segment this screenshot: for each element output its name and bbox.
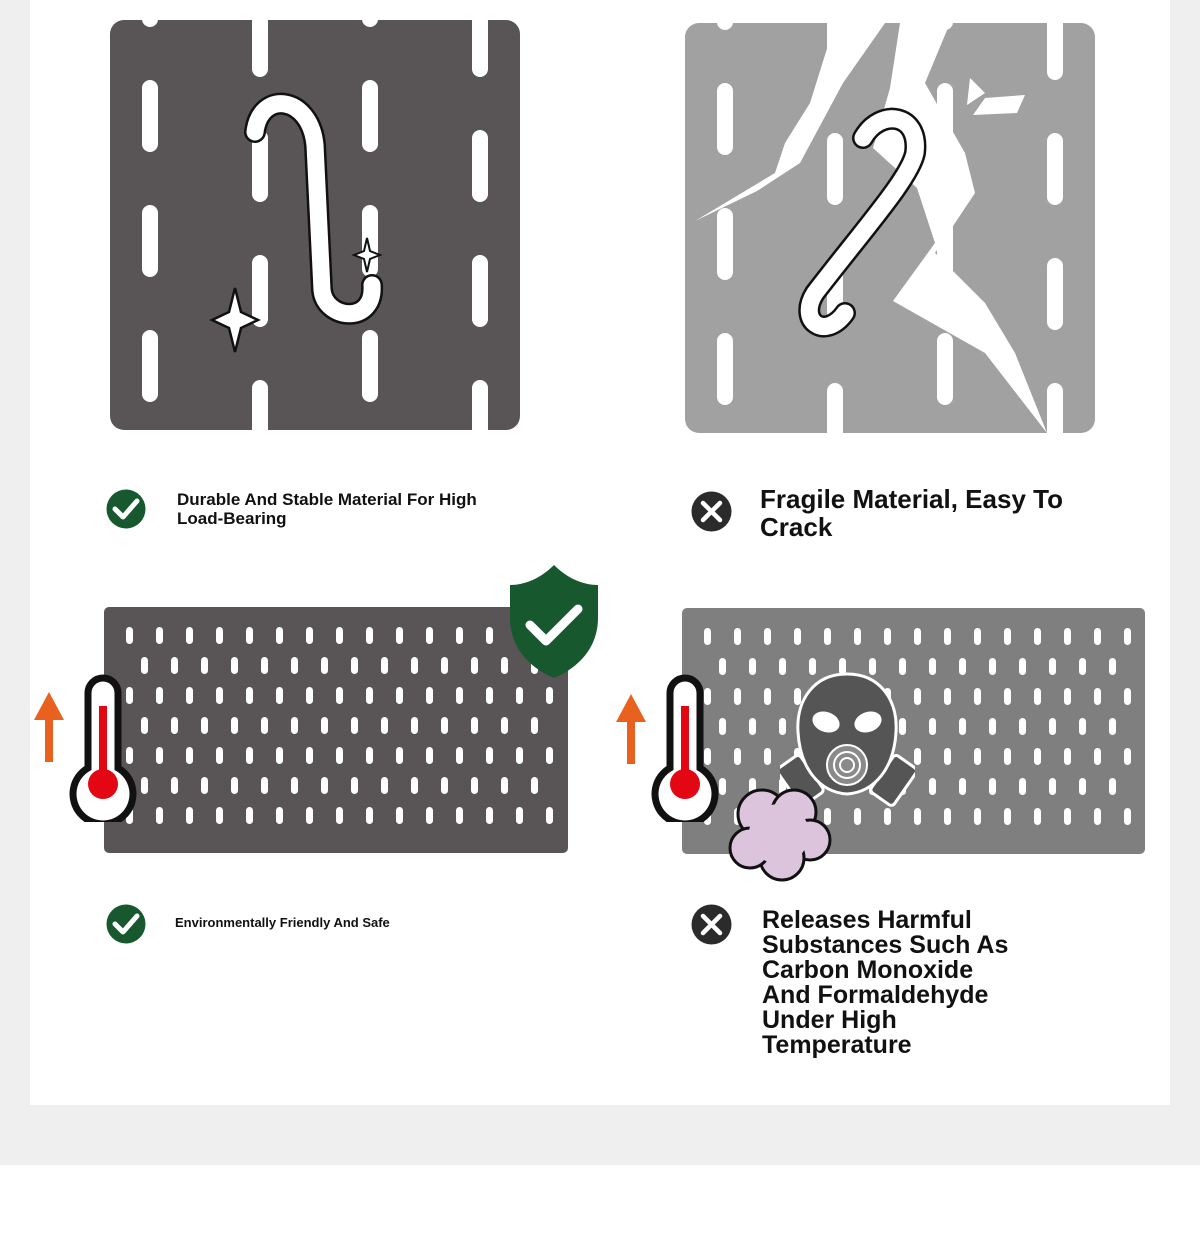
pegboard-slot [336, 627, 343, 644]
pegboard-slot [959, 778, 966, 795]
eco-caption: Environmentally Friendly And Safe [175, 915, 390, 930]
pegboard-slot [531, 777, 538, 794]
pegboard-slot [546, 807, 553, 824]
pegboard-slot [276, 747, 283, 764]
pegboard-slot [336, 687, 343, 704]
pegboard-slot [764, 688, 771, 705]
pegboard-slot [351, 777, 358, 794]
pegboard-slot [246, 807, 253, 824]
pegboard-slot [396, 807, 403, 824]
pegboard-slot [396, 627, 403, 644]
pegboard-slot [396, 687, 403, 704]
pegboard-slot [1079, 718, 1086, 735]
x-circle-icon [691, 904, 732, 945]
pegboard-slot [141, 657, 148, 674]
pegboard-slot [201, 717, 208, 734]
pegboard-slot [426, 807, 433, 824]
pegboard-slot [441, 657, 448, 674]
pegboard-slot [501, 657, 508, 674]
pegboard-slot [471, 717, 478, 734]
pegboard-slot [291, 717, 298, 734]
pegboard-slot [336, 747, 343, 764]
pegboard-slot [216, 687, 223, 704]
pegboard-slot [231, 657, 238, 674]
pegboard-slot [944, 688, 951, 705]
pegboard-slot [231, 777, 238, 794]
pegboard-slot [1094, 748, 1101, 765]
durable-pegboard [110, 20, 520, 430]
x-circle-icon [691, 491, 732, 532]
pegboard-slot [456, 627, 463, 644]
pegboard-slot [171, 717, 178, 734]
pegboard-slot [884, 808, 891, 825]
pegboard-slot [1094, 808, 1101, 825]
pegboard-slot [1124, 688, 1131, 705]
pegboard-slot [717, 333, 733, 405]
pegboard-slot [486, 687, 493, 704]
pegboard-slot [472, 20, 488, 77]
pegboard-slot [929, 778, 936, 795]
pegboard-slot [1004, 808, 1011, 825]
pegboard-slot [456, 747, 463, 764]
pegboard-slot [306, 627, 313, 644]
pegboard-slot [486, 747, 493, 764]
fragile-caption: Fragile Material, Easy To Crack [760, 484, 1063, 542]
pegboard-slot [937, 333, 953, 405]
pegboard-slot [366, 807, 373, 824]
pegboard-slot [231, 717, 238, 734]
pegboard-slot [276, 627, 283, 644]
pegboard-slot [411, 717, 418, 734]
pegboard-slot [252, 380, 268, 430]
pegboard-slot [1034, 748, 1041, 765]
pegboard-slot [1004, 688, 1011, 705]
pegboard-slot [764, 748, 771, 765]
pegboard-slot [989, 778, 996, 795]
pegboard-slot [959, 658, 966, 675]
pegboard-slot [1124, 748, 1131, 765]
pegboard-slot [734, 748, 741, 765]
pegboard-slot [261, 717, 268, 734]
pegboard-slot [1049, 658, 1056, 675]
pegboard-slot [426, 687, 433, 704]
pegboard-slot [516, 807, 523, 824]
pegboard-slot [471, 777, 478, 794]
pegboard-slot [1034, 808, 1041, 825]
pegboard-slot [186, 807, 193, 824]
pegboard-slot [1079, 658, 1086, 675]
pegboard-slot [854, 808, 861, 825]
pegboard-slot [396, 747, 403, 764]
pegboard-slot [929, 718, 936, 735]
pegboard-slot [1019, 658, 1026, 675]
pegboard-slot [1064, 748, 1071, 765]
pegboard-slot [1124, 628, 1131, 645]
pegboard-slot [1109, 718, 1116, 735]
pegboard-slot [246, 747, 253, 764]
check-circle-icon [106, 904, 146, 944]
pegboard-slot [989, 718, 996, 735]
pegboard-slot [704, 628, 711, 645]
pegboard-slot [827, 383, 843, 433]
pegboard-slot [426, 627, 433, 644]
pegboard-slot [1047, 133, 1063, 205]
pegboard-slot [717, 83, 733, 155]
pegboard-slot [291, 777, 298, 794]
pegboard-slot [306, 687, 313, 704]
pegboard-slot [734, 628, 741, 645]
pegboard-slot [216, 627, 223, 644]
pegboard-slot [276, 807, 283, 824]
pegboard-slot [1094, 628, 1101, 645]
pegboard-slot [366, 627, 373, 644]
pegboard-slot [1079, 778, 1086, 795]
pegboard-slot [1064, 628, 1071, 645]
pegboard-slot [366, 687, 373, 704]
pegboard-slot [156, 687, 163, 704]
pegboard-slot [1019, 718, 1026, 735]
pegboard-slot [914, 688, 921, 705]
pegboard-slot [472, 255, 488, 327]
pegboard-slot [1109, 658, 1116, 675]
pegboard-slot [1064, 688, 1071, 705]
pegboard-slot [531, 717, 538, 734]
pegboard-slot [974, 688, 981, 705]
pegboard-slot [321, 717, 328, 734]
pegboard-slot [764, 628, 771, 645]
pegboard-slot [381, 657, 388, 674]
pegboard-slot [734, 688, 741, 705]
pegboard-slot [426, 747, 433, 764]
check-circle-icon [106, 489, 146, 529]
durable-caption: Durable And Stable Material For High Load-Bearing [177, 490, 477, 528]
pegboard-slot [974, 808, 981, 825]
pegboard-slot [351, 717, 358, 734]
pegboard-slot [156, 747, 163, 764]
pegboard-slot [306, 747, 313, 764]
pegboard-slot [854, 628, 861, 645]
arrow-up-icon [614, 692, 648, 766]
pegboard-slot [351, 657, 358, 674]
pegboard-slot [186, 627, 193, 644]
pegboard-slot [171, 777, 178, 794]
pegboard-slot [516, 687, 523, 704]
pegboard-slot [884, 628, 891, 645]
pegboard-slot [321, 777, 328, 794]
pegboard-slot [411, 657, 418, 674]
pegboard-slot [456, 687, 463, 704]
pegboard-slot [336, 807, 343, 824]
smoke-cloud-icon [724, 782, 834, 884]
pegboard-slot [126, 627, 133, 644]
pegboard-slot [456, 807, 463, 824]
pegboard-slot [989, 658, 996, 675]
pegboard-slot [974, 628, 981, 645]
pegboard-slot [472, 130, 488, 202]
pegboard-slot [959, 718, 966, 735]
pegboard-slot [501, 717, 508, 734]
pegboard-slot [141, 777, 148, 794]
pegboard-slot [1124, 808, 1131, 825]
pegboard-slot [486, 627, 493, 644]
pegboard-slot [306, 807, 313, 824]
pegboard-slot [216, 747, 223, 764]
pegboard-slot [156, 627, 163, 644]
pegboard-slot [1047, 23, 1063, 80]
eco-pegboard [104, 607, 568, 853]
pegboard-slot [824, 628, 831, 645]
pegboard-slot [1049, 778, 1056, 795]
pegboard-slot [974, 748, 981, 765]
pegboard-slot [914, 748, 921, 765]
arrow-up-icon [32, 690, 66, 764]
pegboard-slot [381, 717, 388, 734]
pegboard-slot [486, 807, 493, 824]
pegboard-slot [717, 208, 733, 280]
pegboard-slot [749, 718, 756, 735]
shield-check-icon [508, 563, 600, 681]
pegboard-slot [929, 658, 936, 675]
pegboard-slot [1047, 383, 1063, 433]
pegboard-slot [471, 657, 478, 674]
pegboard-slot [1094, 688, 1101, 705]
pegboard-slot [944, 808, 951, 825]
pegboard-slot [142, 80, 158, 152]
pegboard-slot [441, 717, 448, 734]
pegboard-slot [261, 657, 268, 674]
pegboard-slot [546, 687, 553, 704]
pegboard-slot [201, 777, 208, 794]
pegboard-slot [516, 747, 523, 764]
pegboard-slot [501, 777, 508, 794]
thermometer-icon [66, 668, 140, 822]
pegboard-slot [216, 807, 223, 824]
pegboard-slot [141, 717, 148, 734]
pegboard-slot [827, 133, 843, 205]
thermometer-icon [648, 668, 722, 822]
pegboard-panel [685, 23, 1095, 433]
pegboard-slot [1064, 808, 1071, 825]
pegboard-slot [1004, 628, 1011, 645]
pegboard-slot [142, 330, 158, 402]
pegboard-slot [1049, 718, 1056, 735]
pegboard-slot [1047, 258, 1063, 330]
pegboard-slot [366, 747, 373, 764]
pegboard-slot [472, 380, 488, 430]
pegboard-slot [186, 747, 193, 764]
pegboard-slot [914, 808, 921, 825]
pegboard-slot [914, 628, 921, 645]
pegboard-slot [381, 777, 388, 794]
pegboard-slot [246, 627, 253, 644]
pegboard-slot [362, 205, 378, 277]
pegboard-slot [1109, 778, 1116, 795]
pegboard-slot [1004, 748, 1011, 765]
pegboard-slot [201, 657, 208, 674]
pegboard-slot [321, 657, 328, 674]
pegboard-slot [441, 777, 448, 794]
pegboard-slot [1034, 688, 1041, 705]
pegboard-slot [794, 628, 801, 645]
pegboard-slot [186, 687, 193, 704]
pegboard-slot [156, 807, 163, 824]
pegboard-slot [546, 747, 553, 764]
pegboard-slot [171, 657, 178, 674]
pegboard-slot [362, 80, 378, 152]
fragile-pegboard [685, 23, 1095, 433]
harmful-caption: Releases Harmful Substances Such As Carbon Monoxide And Formaldehyde Under High Temperature [762, 906, 1009, 1059]
pegboard-slot [944, 748, 951, 765]
pegboard-slot [252, 255, 268, 327]
pegboard-slot [276, 687, 283, 704]
pegboard-slot [749, 658, 756, 675]
pegboard-slot [261, 777, 268, 794]
pegboard-slot [142, 205, 158, 277]
pegboard-slot [1019, 778, 1026, 795]
pegboard-slot [291, 657, 298, 674]
pegboard-slot [1034, 628, 1041, 645]
pegboard-slot [944, 628, 951, 645]
pegboard-slot [252, 20, 268, 77]
pegboard-slot [246, 687, 253, 704]
pegboard-slot [411, 777, 418, 794]
pegboard-slot [362, 330, 378, 402]
